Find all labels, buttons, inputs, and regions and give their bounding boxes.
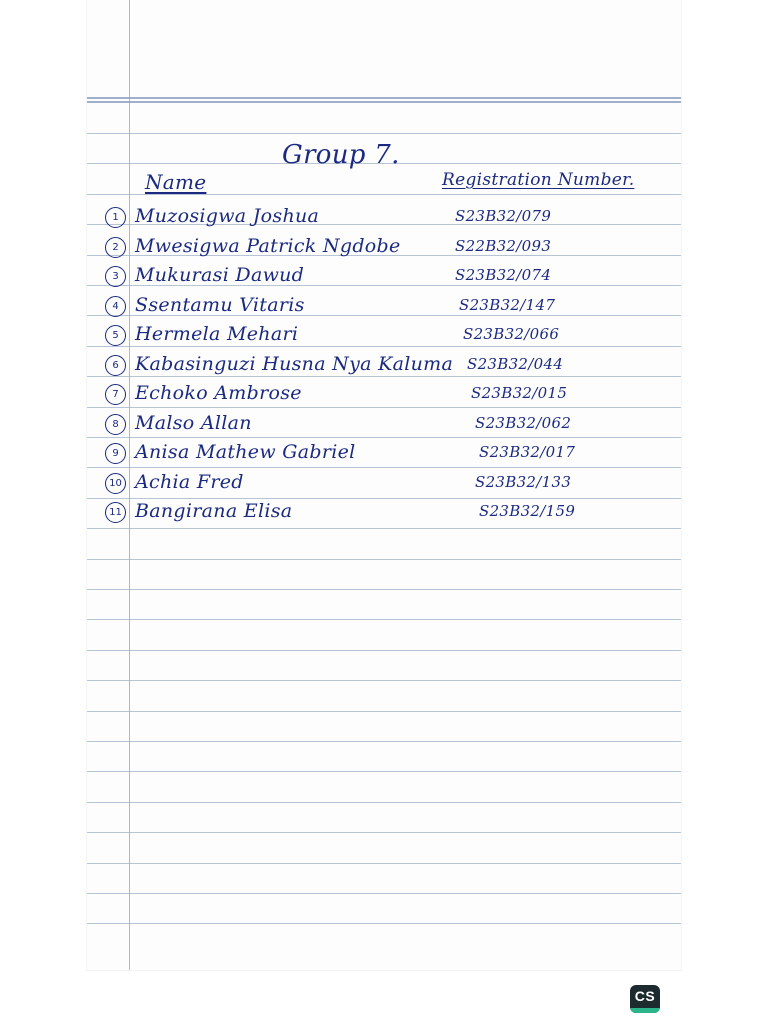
member-name: Mwesigwa Patrick Ngdobe [135,234,401,257]
rule-line [87,650,681,651]
member-row [105,323,675,351]
member-registration-number: S23B32/017 [479,443,576,461]
notebook-page [87,0,681,970]
rule-line [87,559,681,560]
member-number: 1 [105,207,126,228]
member-number: 5 [105,325,126,346]
member-registration-number: S22B32/093 [455,236,552,255]
rule-line [87,589,681,590]
member-name: Bangirana Elisa [135,500,293,522]
member-registration-number: S23B32/062 [475,413,572,432]
rule-line [87,97,681,99]
rule-line [87,619,681,620]
member-registration-number: S23B32/074 [455,266,552,284]
member-row [105,264,675,292]
member-name: Achia Fred [135,470,244,493]
member-row [105,205,675,233]
name-column-header: Name [145,170,207,194]
member-row [105,471,675,499]
member-name: Echoko Ambrose [135,382,302,404]
member-number: 11 [105,502,126,523]
member-row [105,353,675,381]
rule-line [87,711,681,712]
member-number: 4 [105,296,126,317]
rule-line [87,101,681,103]
member-row [105,382,675,410]
member-row [105,441,675,469]
member-number: 6 [105,355,126,376]
camscanner-logo-text: CS [634,988,656,1004]
camscanner-logo [630,985,660,1013]
rule-line [87,832,681,833]
member-name: Mukurasi Dawud [135,264,305,286]
rule-line [87,133,681,134]
member-number: 10 [105,473,126,494]
rule-line [87,194,681,195]
member-registration-number: S23B32/066 [463,325,560,343]
member-row [105,412,675,440]
camscanner-logo-bar [630,1008,660,1013]
member-row [105,235,675,263]
rule-line [87,741,681,742]
rule-line [87,893,681,894]
member-registration-number: S23B32/159 [479,502,576,520]
rule-line [87,771,681,772]
member-name: Ssentamu Vitaris [135,293,305,316]
member-name: Kabasinguzi Husna Nya Kaluma [135,352,454,375]
member-registration-number: S23B32/133 [475,472,572,491]
member-registration-number: S23B32/044 [467,354,564,373]
member-number: 2 [105,237,126,258]
rule-line [87,802,681,803]
member-registration-number: S23B32/079 [455,207,552,225]
member-number: 8 [105,414,126,435]
member-registration-number: S23B32/147 [459,295,556,314]
rule-line [87,863,681,864]
member-name: Muzosigwa Joshua [135,205,320,227]
member-number: 3 [105,266,126,287]
registration-column-header: Registration Number. [442,170,635,190]
member-name: Anisa Mathew Gabriel [135,441,356,463]
rule-line [87,528,681,529]
rule-line [87,923,681,924]
member-row [105,500,675,528]
member-number: 7 [105,384,126,405]
member-row [105,294,675,322]
rule-line [87,680,681,681]
document-title: Group 7. [282,140,400,170]
member-registration-number: S23B32/015 [471,384,568,402]
member-name: Hermela Mehari [135,323,299,345]
member-name: Malso Allan [135,411,252,434]
member-number: 9 [105,443,126,464]
